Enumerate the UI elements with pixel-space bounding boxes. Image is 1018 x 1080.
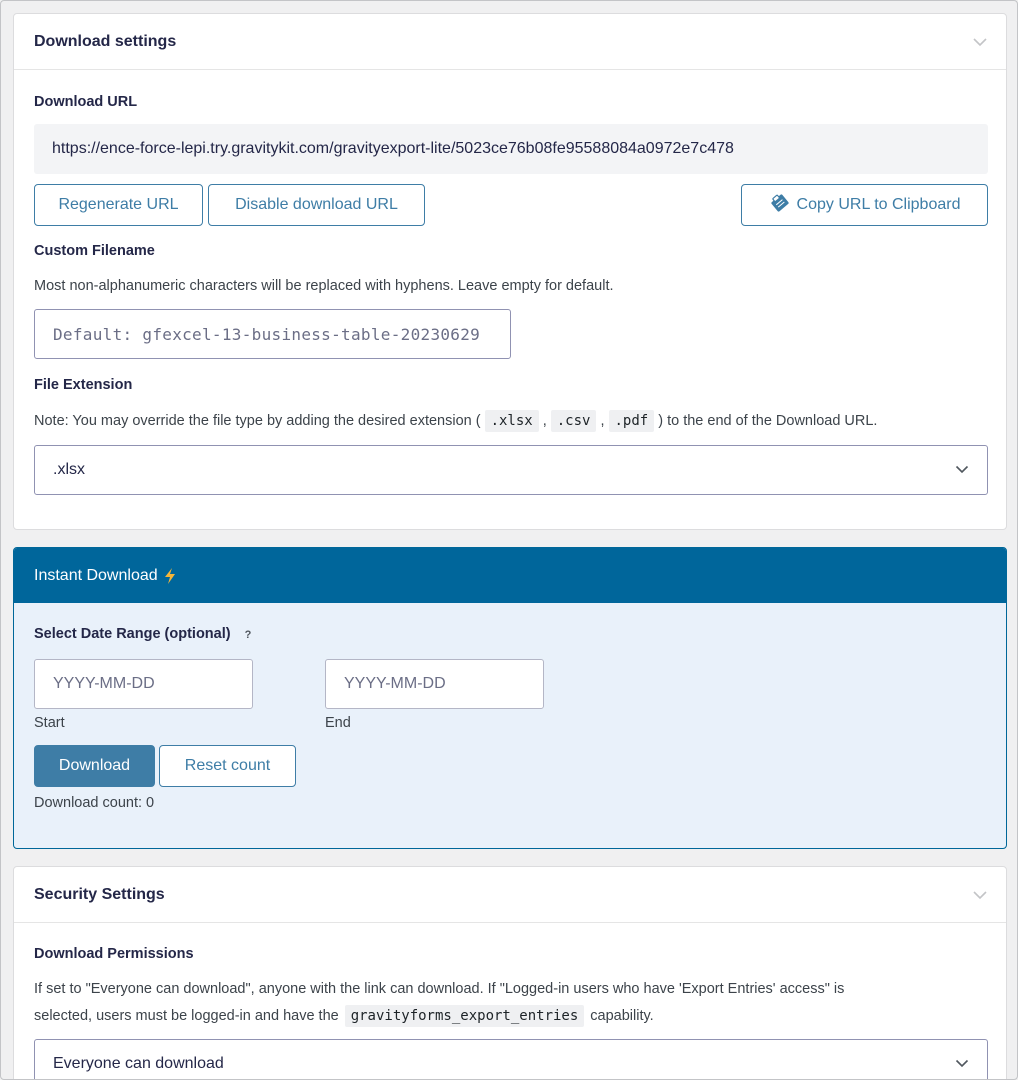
custom-filename-note: Most non-alphanumeric characters will be replaced with hyphens. Leave empty for default. [34, 278, 614, 294]
ext-note-prefix: Note: You may override the file type by adding the desired extension ( [34, 413, 481, 429]
instant-download-panel [13, 547, 1007, 849]
note-line2-prefix: selected, users must be logged-in and have the [34, 1008, 339, 1024]
capability-code: gravityforms_export_entries [345, 1005, 585, 1027]
download-permissions-select[interactable] [34, 1039, 988, 1080]
file-extension-label: File Extension [34, 377, 133, 393]
panel-title: Security Settings [34, 885, 165, 903]
download-label: Download [58, 757, 131, 774]
ext-xlsx-code: .xlsx [485, 410, 539, 432]
regenerate-url-button[interactable] [34, 184, 203, 226]
download-url-field[interactable] [34, 124, 988, 174]
security-settings-panel [13, 866, 1007, 1080]
panel-title: Download settings [34, 32, 177, 50]
disable-download-url-label: Disable download URL [235, 196, 398, 213]
security-settings-header[interactable] [14, 867, 1006, 923]
copy-url-label: Copy URL to Clipboard [796, 196, 961, 213]
comma-2: , [600, 413, 605, 429]
ext-pdf-code: .pdf [609, 410, 655, 432]
download-url-label: Download URL [34, 94, 138, 110]
chevron-down-icon[interactable] [970, 885, 990, 905]
end-label: End [325, 715, 351, 731]
chevron-down-icon [955, 1055, 969, 1073]
download-permissions-label: Download Permissions [34, 946, 194, 962]
ext-note-suffix: ) to the end of the Download URL. [658, 413, 878, 429]
copy-url-button[interactable] [741, 184, 988, 226]
start-label: Start [34, 715, 65, 731]
download-url-text: https://ence-force-lepi.try.gravitykit.com/gravityexport-lite/5023ce76b08fe95588084a0972e7c478 [52, 140, 734, 157]
lightning-bolt-icon [163, 567, 177, 585]
help-icon[interactable]: ? [244, 629, 252, 641]
file-extension-select[interactable] [34, 445, 988, 495]
note-line2-suffix: capability. [590, 1008, 654, 1024]
start-date-input[interactable] [34, 659, 253, 709]
reset-count-button[interactable] [159, 745, 296, 787]
instant-download-title: Instant Download [34, 566, 158, 584]
permissions-note-line2 [34, 1005, 654, 1027]
permissions-note-line1: If set to "Everyone can download", anyone with the link can download. If "Logged-in users who have 'Export Entries' access" is [34, 981, 845, 997]
custom-filename-label: Custom Filename [34, 243, 155, 259]
file-extension-value: .xlsx [53, 461, 85, 478]
download-button[interactable] [34, 745, 155, 787]
clipboard-icon [769, 192, 791, 219]
date-range-label-text: Select Date Range (optional) [34, 626, 231, 642]
regenerate-url-label: Regenerate URL [58, 196, 179, 213]
download-count: Download count: 0 [34, 795, 155, 811]
comma-1: , [542, 413, 547, 429]
chevron-down-icon[interactable] [970, 32, 990, 52]
download-permissions-value: Everyone can download [53, 1055, 224, 1072]
date-range-label [34, 626, 251, 642]
reset-count-label: Reset count [184, 757, 271, 774]
custom-filename-input[interactable] [34, 309, 511, 359]
file-extension-note [34, 410, 877, 432]
end-date-input[interactable] [325, 659, 544, 709]
download-settings-panel [13, 13, 1007, 530]
disable-download-url-button[interactable] [208, 184, 425, 226]
chevron-down-icon [955, 461, 969, 479]
instant-download-header [14, 548, 1006, 603]
ext-csv-code: .csv [551, 410, 597, 432]
download-settings-header[interactable] [14, 14, 1006, 70]
